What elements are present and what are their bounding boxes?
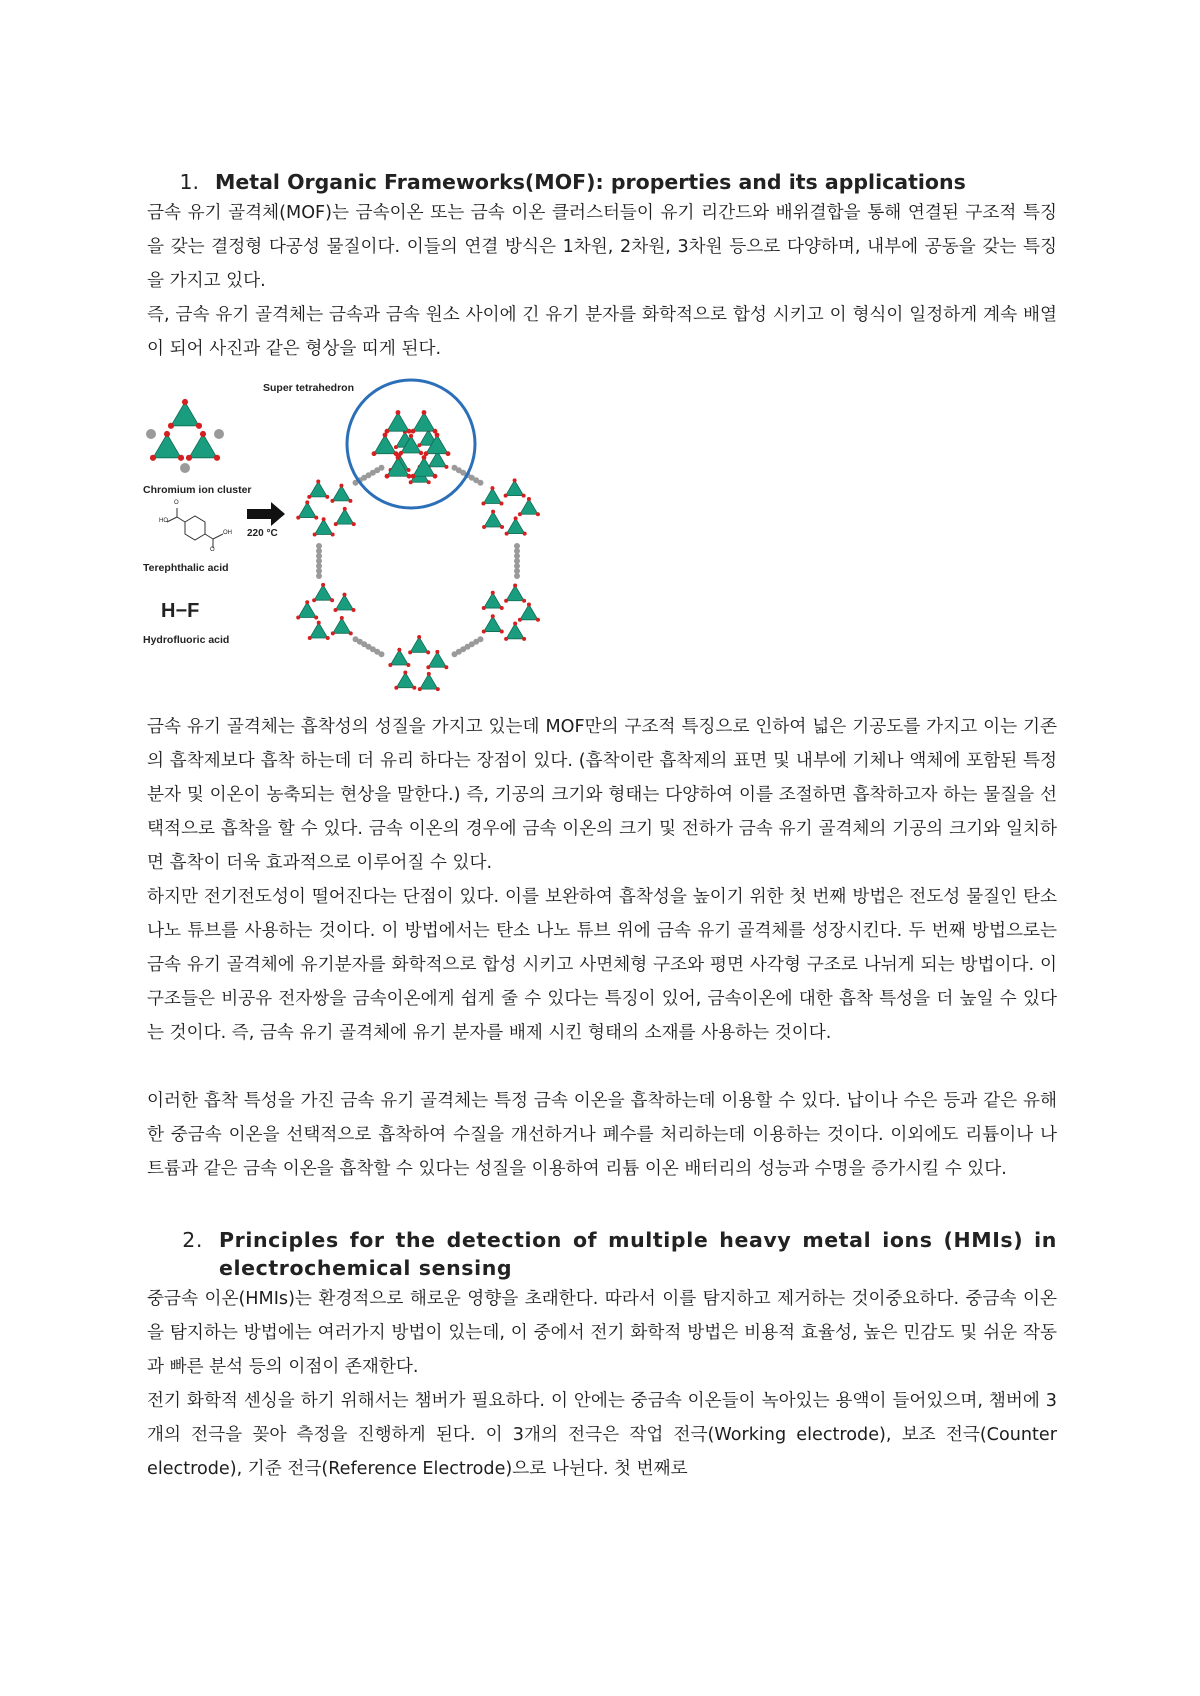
oxygen-atom [536,512,540,516]
oxygen-atom [505,532,509,536]
oxygen-atom [518,618,522,622]
oxygen-atom [500,630,504,634]
oxygen-atom [411,429,416,434]
oxygen-atom [150,455,156,461]
oxygen-atom [394,451,399,456]
oxygen-atom [522,637,526,641]
oxygen-atom [330,598,334,602]
polyhedron [298,502,316,517]
oxygen-atom [326,636,330,640]
section-2-heading [137,1226,1057,1282]
oxygen-atom [385,429,390,434]
oxygen-atom [348,499,352,503]
oxygen-atom [504,637,508,641]
oxygen-atom [339,484,343,488]
section-2-number: 2. [182,1228,203,1252]
polyhedron [171,402,199,426]
polyhedron [484,616,502,631]
oxygen-atom [504,599,508,603]
oxygen-atom [491,510,495,514]
polyhedron [189,434,217,458]
oxygen-atom [305,600,309,604]
oxygen-atom [164,431,170,437]
oxygen-atom [433,429,438,434]
oxygen-atom [325,495,329,499]
section-1-paragraph-1: 금속 유기 골격체(MOF)는 금속이온 또는 금속 이온 클러스터들이 유기 리간드와 배위결합을 통해 연결된 구조적 특징을 갖는 결정형 다공성 물질이다. 이들의 연결 방식은 1차원, 2차원, 3차원 등으로 다양하며, 내부에 공동을 갖는 특징을 가지고 있다. [147,203,1057,291]
polyhedron [507,518,525,533]
oxygen-atom [331,533,335,537]
acid-ho-label: HO [159,518,168,524]
oxygen-atom [308,636,312,640]
polyhedron [387,412,409,431]
oxygen-atom [427,672,431,676]
oxygen-atom [312,598,316,602]
oxygen-atom [186,455,192,461]
oxygen-atom [403,670,407,674]
oxygen-atom [349,631,353,635]
section-1-number: 1. [179,170,199,194]
polyhedron [298,602,316,617]
carbon-atom [180,463,190,473]
mof-structure-illustration [143,376,583,706]
oxygen-atom [417,443,421,447]
oxygen-atom [518,512,522,516]
carbon-atom [514,573,520,579]
acid-o-bottom-label: O [210,547,215,553]
section-1-paragraph-2: 즉, 금속 유기 골격체는 금속과 금속 원소 사이에 긴 유기 분자를 화학적으로 합성 시키고 이 형식이 일정하게 계속 배열이 되어 사진과 같은 형상을 띠게 된다. [147,305,1057,359]
oxygen-atom [178,455,184,461]
oxygen-atom [330,499,334,503]
oxygen-atom [314,516,318,520]
oxygen-atom [409,480,413,484]
polyhedron [309,482,327,497]
oxygen-atom [351,608,355,612]
polyhedron [374,435,396,454]
polyhedron [336,509,354,524]
oxygen-atom [422,455,427,460]
hf-formula-label: H−F [161,600,200,622]
polyhedron [396,672,414,687]
section-1-paragraph-3: 금속 유기 골격체는 흡착성의 성질을 가지고 있는데 MOF만의 구조적 특징으로 인하여 넓은 기공도를 가지고 이는 기존의 흡착제보다 흡착 하는데 더 유리 하다는 장점이 있다. (흡착이란 흡착제의 표면 및 내부에 기체나 액체에 포함된 특정 분자 및 이온이 농축되는 현상을 말한다.) 즉, 기공의 크기와 형태는 다양하여 이를 조절하면 흡착하고자 하는 물질을 선택적으로 흡착을 할 수 있다. 금속 이온의 경우에 금속 이온의 크기 및 전하가 금속 유기 골격체의 기공의 크기와 일치하면 흡착이 더욱 효과적으로 이루어질 수 있다. [147,717,1057,873]
carbon-atom [214,429,224,439]
oxygen-atom [342,593,346,597]
polyhedron [520,499,538,514]
mof-structure-figure [143,376,583,706]
oxygen-atom [388,663,392,667]
oxygen-atom [200,431,206,437]
oxygen-atom [481,501,485,505]
oxygen-atom [417,635,421,639]
oxygen-atom [296,516,300,520]
polyhedron [484,512,502,527]
oxygen-atom [321,583,325,587]
oxygen-atom [397,648,401,652]
polyhedron [506,585,524,600]
polyhedron [333,618,351,633]
polyhedron [506,624,524,639]
polyhedron [410,637,428,652]
acid-oh-label: OH [223,530,232,536]
oxygen-atom [482,630,486,634]
oxygen-atom [385,474,390,479]
oxygen-atom [426,665,430,669]
section-2-title: Principles for the detection of multiple heavy metal ions (HMIs) in electrochemical sensing [219,1228,1057,1280]
oxygen-atom [491,614,495,618]
oxygen-atom [426,650,430,654]
oxygen-atom [504,494,508,498]
polyhedron [390,650,408,665]
carbon-atom [353,636,359,642]
oxygen-atom [482,606,486,610]
oxygen-atom [305,500,309,504]
oxygen-atom [513,583,517,587]
oxygen-atom [343,507,347,511]
temperature-label: 220 °C [247,528,278,539]
oxygen-atom [435,650,439,654]
oxygen-atom [499,501,503,505]
chromium-cluster-label: Chromium ion cluster [143,484,252,496]
oxygen-atom [317,621,321,625]
oxygen-atom [522,599,526,603]
oxygen-atom [322,517,326,521]
oxygen-atom [527,497,531,501]
document-content [143,168,1057,1486]
polyhedron [314,585,332,600]
oxygen-atom [418,687,422,691]
super-tetrahedron-label: Super tetrahedron [263,382,355,394]
oxygen-atom [313,533,317,537]
polyhedron [506,480,524,495]
section-2-paragraph-1: 중금속 이온(HMIs)는 환경적으로 해로운 영향을 초래한다. 따라서 이를 탐지하고 제거하는 것이중요하다. 중금속 이온을 탐지하는 방법에는 여러가지 방법이 있는데, 이 중에서 전기 화학적 방법은 비용적 효율성, 높은 민감도 및 쉬운 작동과 빠른 분석 등의 이점이 존재한다. [147,1289,1057,1377]
oxygen-atom [444,465,448,469]
mof-lattice [296,410,540,691]
section-1-heading [133,168,1057,196]
oxygen-atom [514,516,518,520]
oxygen-atom [446,451,451,456]
oxygen-atom [372,451,377,456]
oxygen-atom [296,616,300,620]
oxygen-atom [523,532,527,536]
oxygen-atom [314,616,318,620]
oxygen-atom [500,525,504,529]
oxygen-atom [412,686,416,690]
oxygen-atom [307,495,311,499]
oxygen-atom [394,686,398,690]
carbon-atom [316,543,322,549]
oxygen-atom [422,410,427,415]
oxygen-atom [513,478,517,482]
polyhedron [413,412,435,431]
oxygen-atom [513,622,517,626]
polyhedron [420,674,438,689]
oxygen-atom [352,522,356,526]
polyhedron [153,434,181,458]
paragraph-gap [147,1050,1057,1084]
oxygen-atom [316,480,320,484]
oxygen-atom [433,474,438,479]
oxygen-atom [500,606,504,610]
oxygen-atom [536,618,540,622]
oxygen-atom [406,663,410,667]
oxygen-atom [407,474,412,479]
oxygen-atom [527,603,531,607]
oxygen-atom [491,591,495,595]
oxygen-atom [427,480,431,484]
oxygen-atom [399,451,403,455]
oxygen-atom [168,423,174,429]
oxygen-atom [196,423,202,429]
carbon-atom [477,480,483,486]
acid-o-top-label: O [174,500,179,506]
carbon-atom [378,465,384,471]
oxygen-atom [340,616,344,620]
polyhedron [520,605,538,620]
oxygen-atom [214,455,220,461]
polyhedron [428,652,446,667]
oxygen-atom [490,486,494,490]
carbon-atom [146,429,156,439]
terephthalic-acid-structure [167,508,223,548]
oxygen-atom [444,665,448,669]
terephthalic-acid-label: Terephthalic acid [143,562,229,574]
hydrofluoric-acid-label: Hydrofluoric acid [143,634,230,646]
polyhedron [332,486,350,501]
polyhedron [335,595,353,610]
polyhedron [484,593,502,608]
oxygen-atom [409,434,413,438]
oxygen-atom [408,650,412,654]
oxygen-atom [436,687,440,691]
oxygen-atom [331,631,335,635]
section-gap [147,1186,1057,1226]
oxygen-atom [334,522,338,526]
oxygen-atom [333,608,337,612]
section-1-title: Metal Organic Frameworks(MOF): properties and its applications [215,170,966,194]
reaction-arrow [247,502,285,526]
oxygen-atom [182,399,188,405]
polyhedron [483,488,501,503]
chromium-cluster [146,399,224,473]
oxygen-atom [407,468,411,472]
carbon-atom [452,651,458,657]
oxygen-atom [394,445,398,449]
section-2-paragraph-2: 전기 화학적 센싱을 하기 위해서는 챔버가 필요하다. 이 안에는 중금속 이온들이 녹아있는 용액이 들어있으며, 챔버에 3개의 전극을 꽂아 측정을 진행하게 된다. 이 3개의 전극은 작업 전극(Working electrode), 보조 전극(Counter electrode), 기준 전극(Reference Electrode)으로 나뉜다. 첫 번째로 [147,1391,1057,1479]
section-1-paragraph-5: 이러한 흡착 특성을 가진 금속 유기 골격체는 특정 금속 이온을 흡착하는데 이용할 수 있다. 납이나 수은 등과 같은 유해한 중금속 이온을 선택적으로 흡착하여 수질을 개선하거나 폐수를 처리하는데 이용하는 것이다. 이외에도 리튬이나 나트륨과 같은 금속 이온을 흡착할 수 있다는 성질을 이용하여 리튬 이온 배터리의 성능과 수명을 증가시킬 수 있다. [147,1091,1057,1179]
section-1-paragraph-4: 하지만 전기전도성이 떨어진다는 단점이 있다. 이를 보완하여 흡착성을 높이기 위한 첫 번째 방법은 전도성 물질인 탄소 나노 튜브를 사용하는 것이다. 이 방법에서는 탄소 나노 튜브 위에 금속 유기 골격체를 성장시킨다. 두 번째 방법으로는 금속 유기 골격체에 유기분자를 화학적으로 합성 시키고 사면체형 구조와 평면 사각형 구조로 나뉘게 되는 방법이다. 이 구조들은 비공유 전자쌍을 금속이온에게 쉽게 줄 수 있다는 특징이 있어, 금속이온에 대한 흡착 특성을 더 높일 수 있다는 것이다. 즉, 금속 유기 골격체에 유기 분자를 배제 시킨 형태의 소재를 사용하는 것이다. [147,887,1057,1043]
oxygen-atom [522,494,526,498]
oxygen-atom [419,451,423,455]
oxygen-atom [396,410,401,415]
polyhedron [315,519,333,534]
polyhedron [310,623,328,638]
oxygen-atom [482,525,486,529]
